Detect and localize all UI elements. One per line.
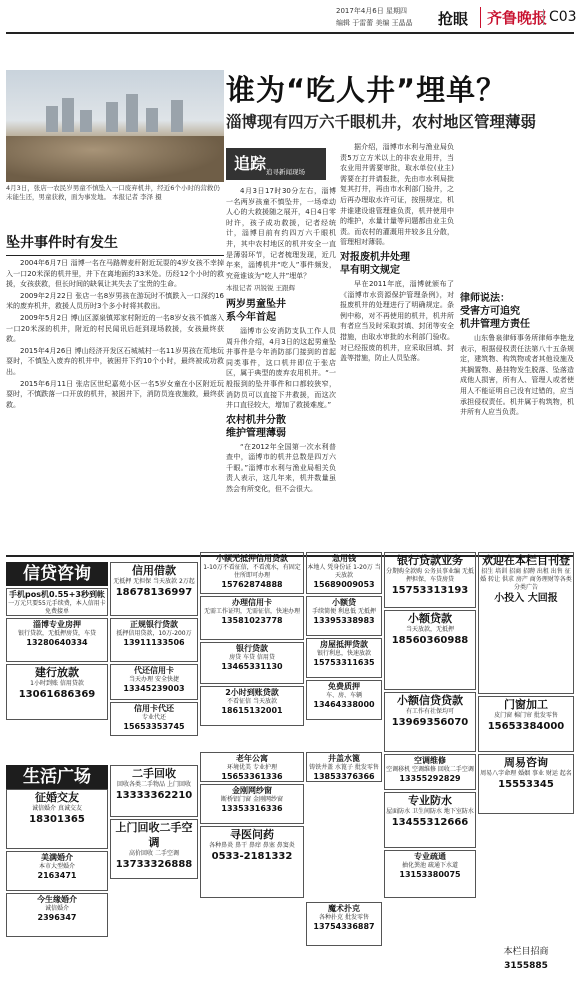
ad-phone: 13355292829 xyxy=(399,774,461,783)
ad-box xyxy=(478,552,574,694)
ad-title: 专业疏通 xyxy=(414,852,446,861)
ad-description: 环境优美 专业护理 xyxy=(227,764,277,771)
ad-phone: 0533-2181332 xyxy=(211,851,293,862)
ad-description: 各种鼻炎 鼻干 鼻痒 鼻塞 鼻窦炎 xyxy=(209,842,295,849)
ad-box xyxy=(384,792,476,848)
ad-title: 金刚网纱窗 xyxy=(232,786,272,795)
ad-phone: 15753311635 xyxy=(313,658,375,667)
ad-box xyxy=(6,851,108,891)
ad-box xyxy=(200,642,304,684)
ad-box xyxy=(384,552,476,608)
ad-box xyxy=(6,664,108,720)
event-item: 2009年2月22日 张店一名8岁男孩在游玩时不慎跌入一口深约16米的废弃机井，救援人员历时3个多小时将其救出。 xyxy=(6,291,224,311)
ad-box xyxy=(200,596,304,640)
ad-description: 空调移机 空调维修 回收二手空调 xyxy=(386,766,474,773)
ad-description: 银行贷款，无抵押房贷，车贷 xyxy=(17,630,96,637)
ad-title: 正规银行贷款 xyxy=(130,620,178,629)
ad-phone: 15689009053 xyxy=(313,580,375,589)
ad-phone: 13581023778 xyxy=(221,616,283,625)
ad-description: 铸铁井盖 水篦子 批发零售 xyxy=(309,764,379,771)
ad-description: 皮门窗 棉门帘 批发零售 xyxy=(494,712,558,719)
paper-name: 齐鲁晚报 xyxy=(480,7,547,28)
ad-title: 办理信用卡 xyxy=(232,598,272,607)
page-header xyxy=(6,4,577,34)
ad-title: 代还信用卡 xyxy=(134,666,174,675)
ad-title: 建行放款 xyxy=(35,666,79,679)
ad-title: 二手回收 xyxy=(132,767,176,780)
rescue-paragraph: 淄博市公安消防支队工作人员周升伟介绍，4月3日的这起男童坠井事件是今年消防部门接到的首起同类事件，这口机井即位于张店区，属于典型的废弃农用机井。“一般报到的坠井事件和口都较狭窄，消防员可以直接下井救援，而这次井口直径较大，增加了救援难度。” xyxy=(226,326,336,410)
article-column-2 xyxy=(340,142,454,554)
article-column-1 xyxy=(226,186,336,554)
event-list xyxy=(6,258,224,553)
ad-footer-title: 本栏目招商 xyxy=(503,947,549,957)
ad-title: 空调维修 xyxy=(414,756,446,765)
ad-phone: 18560360988 xyxy=(391,635,469,646)
ad-description: 手续简便 利息低 无抵押 xyxy=(312,608,376,615)
lawyer-paragraph: 山东鲁泉律师事务所律师李艳龙表示，根据侵权责任法第八十五条规定，建筑物、构筑物或者其他设施及其搁置物、悬挂物发生脱落、坠落造成他人损害，所有人、管理人或者使用人不能证明自己没有过错的，应当承担侵权责任。机井属于构筑物，机井所有人应当负责。 xyxy=(460,334,574,417)
ad-title: 上门回收二手空调 xyxy=(115,821,193,849)
subhead-rescue: 两岁男童坠井 系今年首起 xyxy=(226,298,286,323)
ad-phone: 小投入 大回报 xyxy=(494,593,558,604)
subhead-rural: 农村机井分散 维护管理薄弱 xyxy=(226,414,286,439)
ad-title: 信用卡代还 xyxy=(134,704,174,713)
ad-description: 回收各类二手物品 上门回收 xyxy=(117,781,191,788)
ad-title: 急用钱 xyxy=(332,554,356,563)
ad-box xyxy=(200,686,304,726)
ad-phone: 15653353745 xyxy=(123,722,185,731)
editor-credits: 编辑 于雷蕾 美编 王晶晶 xyxy=(336,19,413,27)
ad-phone: 13465331130 xyxy=(221,662,283,671)
rural-paragraph: “在2012年全国第一次水利普查中，淄博市的机井总数是四万六千眼。”淄博市水利与渔业局相关负责人表示，这几年来，机井数量虽然会有所变化，但不会很大。 xyxy=(226,442,336,494)
ad-phone: 15553345 xyxy=(498,779,554,790)
ad-description: 周易八字命理 婚姻 事业 财运 起名 xyxy=(480,770,572,777)
ad-description: 1-10万不看征信，不看流水，有固定住所即可办理 xyxy=(203,564,301,579)
ad-title: 周易咨询 xyxy=(504,756,548,769)
ad-phone: 13464338000 xyxy=(313,700,375,709)
ad-description: 无需工作证明，无需征信，快速办理 xyxy=(203,608,300,615)
ad-description: 诚信婚介 真诚交友 xyxy=(32,805,82,812)
ad-phone: 2163471 xyxy=(37,871,77,880)
ad-phone: 13733326888 xyxy=(115,859,193,870)
ad-title: 今生缘婚介 xyxy=(37,895,77,904)
ad-description: 一万元只要55元手续费，本人信用卡免费接单 xyxy=(8,600,106,615)
ad-description: 专业代还 xyxy=(141,714,166,721)
ad-description: 房贷 车贷 信用贷 xyxy=(229,654,275,661)
ad-title: 房屋抵押贷款 xyxy=(320,640,368,649)
ad-description: 诚信婚介 xyxy=(44,905,69,912)
ad-phone: 15762874888 xyxy=(221,580,283,589)
ad-box xyxy=(6,588,108,616)
ad-box xyxy=(478,696,574,752)
category-life: 生活广场 xyxy=(6,765,108,789)
ad-description: 抵押信用贷款，10万-200万 xyxy=(116,630,192,637)
ad-description: 高价回收 二手空调 xyxy=(129,850,179,857)
ad-title: 征婚交友 xyxy=(35,791,79,804)
ad-box xyxy=(110,702,198,736)
ad-box xyxy=(6,789,108,849)
ad-box xyxy=(306,596,382,636)
ad-title: 免费质押 xyxy=(328,682,360,691)
ad-phone: 13455312666 xyxy=(391,817,469,828)
ad-description: 有工作有社保均可 xyxy=(405,708,454,715)
ad-title: 银行贷款 xyxy=(236,644,268,653)
sidebar-title: 坠井事件时有发生 xyxy=(6,232,224,256)
subhead-lawyer: 律师说法： 受害方可追究 机井管理方责任 xyxy=(460,293,530,330)
ad-title: 老年公寓 xyxy=(236,754,268,763)
news-photo xyxy=(6,70,224,182)
headline: 谁为“吃人井”埋单？ xyxy=(226,73,507,107)
ad-description: 银行利息，快速放款 xyxy=(316,650,371,657)
event-item: 2015年6月11日 张店区世纪嘉苑小区一名5岁女童在小区附近玩耍时，不慎跌落一口开放的机井，被困井下，消防员连夜施救，最终获救。 xyxy=(6,379,224,409)
dateline: 2017年4月6日 星期四 xyxy=(336,7,407,15)
ad-footer xyxy=(478,945,574,973)
ad-box xyxy=(200,826,304,898)
ad-phone: 13754336887 xyxy=(313,922,375,931)
lead-paragraph: 4月3日17时30分左右，淄博一名两岁孩童不慎坠井，一场牵动人心的大救援随之展开，4日4日零时许，孩子成功救援，记者经统计，淄博目前有约四万六千眼机井，其中农村地区的机井安全一直是薄弱环节，记者梳理发现，近几年来，淄博机井“吃人”事件频发，究竟谁该为“吃人井”埋单？ xyxy=(226,187,336,280)
ad-phone: 15653384000 xyxy=(487,721,565,732)
ad-description: 当天办理 安全快捷 xyxy=(129,676,179,683)
ad-box xyxy=(6,618,108,662)
ad-phone: 13153380075 xyxy=(399,870,461,879)
ad-phone: 13911133506 xyxy=(123,638,185,647)
ad-box xyxy=(384,754,476,790)
ad-phone: 13853376366 xyxy=(313,772,375,781)
ad-title: 2小时到账贷款 xyxy=(225,688,279,697)
ad-title: 银行贷款业务 xyxy=(397,554,463,567)
ad-description: 不看征信 当天放款 xyxy=(227,698,277,705)
ad-title: 寻医问药 xyxy=(230,828,274,841)
ad-phone: 13345239003 xyxy=(123,684,185,693)
ad-description: 招生 培训 招商 招聘 出租 出售 征婚 转让 供求 房产 商务理财等各类分类广告 xyxy=(480,568,572,591)
ad-box xyxy=(306,552,382,594)
ad-title: 门窗加工 xyxy=(504,698,548,711)
ad-phone: 13969356070 xyxy=(391,717,469,728)
ad-box xyxy=(306,680,382,720)
ad-phone: 13280640334 xyxy=(26,638,88,647)
subhead-law: 对报废机井处理 早有明文规定 xyxy=(340,251,410,276)
ad-description: 本市大型婚介 xyxy=(38,863,75,870)
ad-phone: 13395338983 xyxy=(313,616,375,625)
event-item: 2015年4月26日 博山经济开发区石城城村一名11岁男孩在荒地玩耍时，不慎坠入废弃的机井中，被困井下约10个小时，最终被成功救出。 xyxy=(6,346,224,376)
ad-description: 断桥铝门窗 金刚网纱窗 xyxy=(221,796,283,803)
ad-title: 井盖水篦 xyxy=(328,754,360,763)
column-logo-sub: 追寻新闻现场 xyxy=(266,168,305,176)
ad-box xyxy=(110,819,198,879)
ad-box xyxy=(306,752,382,782)
ad-box xyxy=(384,610,476,690)
ad-footer-phone: 3155885 xyxy=(504,961,548,971)
ad-phone: 13353316336 xyxy=(221,804,283,813)
ad-title: 欢迎在本栏目刊登 xyxy=(482,554,570,567)
ad-box xyxy=(306,638,382,678)
ad-box xyxy=(306,902,382,946)
ad-phone: 13061686369 xyxy=(18,689,96,700)
management-paragraph: 据介绍，淄博市水利与渔业局负责5万立方米以上的非农业用井，当农业用井需要审批，取水单位(业主)需要在打井请报批，先由市水利局批复其打井，再由市水利部门验井，之后再办理取水许可证，按照规定，机井谁建设谁管理谁负责，机井使用中的维护，水量计量等问题都由业主负责。而农村的灌溉用井较多且分散，管理相对薄弱。 xyxy=(340,143,454,247)
ad-box xyxy=(200,552,304,594)
ad-box xyxy=(478,754,574,814)
page-number: C03 xyxy=(543,9,577,25)
ad-title: 魔术扑克 xyxy=(328,904,360,913)
article-column-3 xyxy=(460,142,574,554)
subheadline: 淄博现有四万六千眼机井，农村地区管理薄弱 xyxy=(226,113,537,131)
section-name: 抢眼 xyxy=(438,10,469,28)
ad-description: 抽化粪池 疏通下水道 xyxy=(402,862,458,869)
ad-title: 美满婚介 xyxy=(41,853,73,862)
event-item: 2009年5月2日 博山区源泉镇郑家村附近的一名8岁女孩不慎落入一口20米深的机井，附近的村民闻讯后赶到现场救援，女孩最终获救。 xyxy=(6,313,224,344)
event-item: 2004年6月7日 淄博一名在马路牌麦秆附近玩耍的4岁女孩不幸掉入一口20米深的机井里，井下在离地面约33米处。历经12个小时的救援，女孩获救，但长时间的缺氧让其失去了宝贵的生命。 xyxy=(6,259,224,289)
ad-title: 小额贷 xyxy=(332,598,356,607)
byline: 本报记者 巩锐锐 王跟辉 xyxy=(226,284,296,293)
ad-description: 无抵押 无担保 当天放款 2万起 xyxy=(113,578,195,585)
column-logo xyxy=(226,148,326,180)
ad-box xyxy=(384,692,476,752)
category-credit: 信贷咨询 xyxy=(6,562,108,586)
ad-phone: 15653361336 xyxy=(221,772,283,781)
ad-title: 信用借款 xyxy=(132,564,176,577)
ad-phone: 15753313193 xyxy=(391,585,469,596)
law-paragraph: 早在2011年底，淄博就颁布了《淄博市水资源保护管理条例》，对报废机井的处理进行了明确规定。条例中称，对不再使用的机井，机井所有者应当及时采取封填、封闭等安全措施，由取水审批的水利部门验收。对已经报废的机井，应采取回填、封盖等措施，防止人员坠落。 xyxy=(340,279,454,363)
ad-title: 淄博专业房押 xyxy=(33,620,81,629)
ad-description: 各种扑克 批发零售 xyxy=(319,914,369,921)
ad-box xyxy=(110,664,198,700)
ad-box xyxy=(110,562,198,616)
ad-description: 车、房、车辆 xyxy=(325,692,362,699)
ad-box xyxy=(384,850,476,898)
ad-title: 小额信贷贷款 xyxy=(397,694,463,707)
ad-box xyxy=(110,618,198,662)
ad-description: 屋面防水 卫生间防水 地下室防水 xyxy=(386,808,474,815)
photo-caption: 4月3日，张店一农民岁男童不慎坠入一口废弃机井，经近6个小时的营救仍未能生还，男童获救，面为事发地。 本报记者 李泽 摄 xyxy=(6,184,220,201)
ad-phone: 18615132001 xyxy=(221,706,283,715)
ad-box xyxy=(200,752,304,782)
ad-description: 分期购全款购 公务员事业编 无抵押担保，车贷房贷 xyxy=(386,568,474,583)
ad-title: 小额贷款 xyxy=(408,612,452,625)
ad-title: 专业防水 xyxy=(408,794,452,807)
ad-box xyxy=(6,893,108,937)
ad-title: 手机pos机0.55+3秒到帐 xyxy=(9,590,105,599)
ad-description: 当天放款，无抵押 xyxy=(405,626,454,633)
ad-title: 小额无抵押信用贷款 xyxy=(216,554,288,563)
ad-description: 1小时到账 信用贷款 xyxy=(30,680,84,687)
column-logo-main: 追踪 xyxy=(234,154,267,173)
ad-phone: 2396347 xyxy=(37,913,77,922)
ad-description: 本地人 凭身份证 1-20万 当天放款 xyxy=(307,564,381,579)
ad-phone: 18678136997 xyxy=(115,587,193,598)
ad-phone: 13333362210 xyxy=(115,790,193,801)
ad-phone: 18301365 xyxy=(29,814,85,825)
ad-box xyxy=(110,765,198,817)
ad-box xyxy=(200,784,304,824)
